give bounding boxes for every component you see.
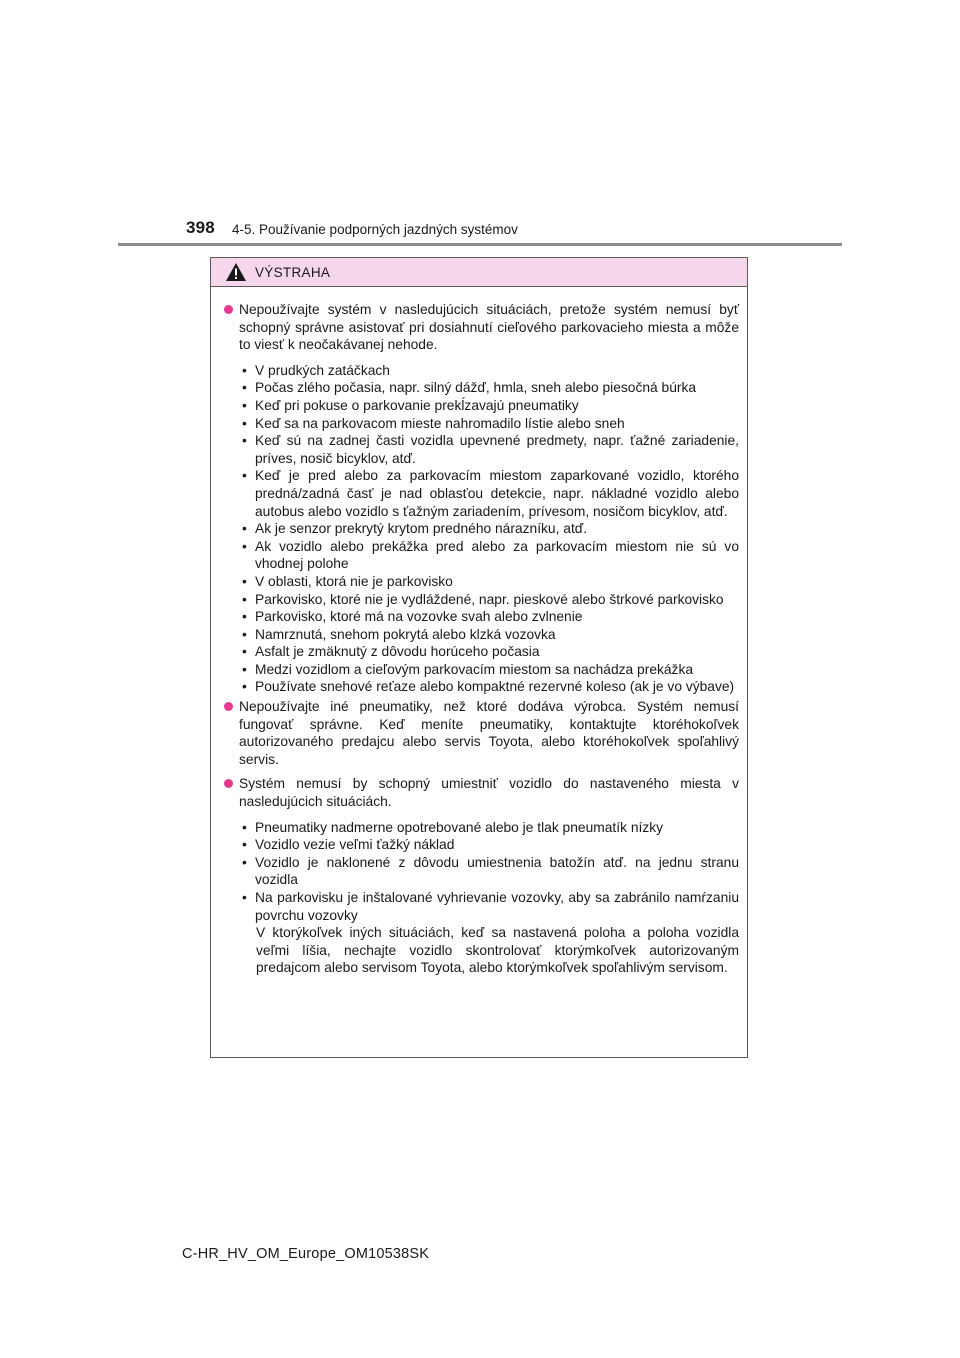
list-item: • Asfalt je zmäknutý z dôvodu horúceho počasia [242,643,739,661]
warning-header [211,258,747,287]
list-item: • Ak je senzor prekrytý krytom predného nárazníku, atď. [242,520,739,538]
list-item: • Keď sa na parkovacom mieste nahromadilo lístie alebo sneh [242,415,739,433]
list-item: • Vozidlo je naklonené z dôvodu umiestnenia batožín atď. na jednu stranu vozidla [242,854,739,889]
list-item: • Pneumatiky nadmerne opotrebované alebo je tlak pneumatík nízky [242,819,739,837]
warning-paragraph [224,301,739,354]
list-item: • Na parkovisku je inštalované vyhrievanie vozovky, aby sa zabránilo namŕzaniu povrchu vozovky [242,889,739,924]
list-item: • V oblasti, ktorá nie je parkovisko [242,573,739,591]
situation-list [224,362,739,696]
header-divider [118,243,842,246]
warning-paragraph [224,775,739,810]
list-item: • Keď sú na zadnej časti vozidla upevnené predmety, napr. ťažné zariadenie, príves, nosič bicyklov, atď. [242,432,739,467]
list-item: • Počas zlého počasia, napr. silný dážď, hmla, sneh alebo piesočná búrka [242,379,739,397]
list-item: • Vozidlo vezie veľmi ťažký náklad [242,836,739,854]
page-number: 398 [186,218,215,237]
list-item: • Keď je pred alebo za parkovacím miestom zaparkované vozidlo, ktorého predná/zadná časť je nad oblasťou detekcie, napr. nákladné vozidlo alebo autobus alebo vozidlo s ťažným zariadením, prívesom, nosičom bicyklov, atď. [242,467,739,520]
list-item: • Parkovisko, ktoré nie je vydláždené, napr. pieskové alebo štrkové parkovisko [242,591,739,609]
list-item: • V prudkých zatáčkach [242,362,739,380]
list-item: • Používate snehové reťaze alebo kompaktné rezervné koleso (ak je vo výbave) [242,678,739,696]
list-item: • Namrznutá, snehom pokrytá alebo klzká vozovka [242,626,739,644]
list-item: • Parkovisko, ktoré má na vozovke svah alebo zvlnenie [242,608,739,626]
paragraph-text: Nepoužívajte iné pneumatiky, než ktoré dodáva výrobca. Systém nemusí fungovať správne. Keď meníte pneumatiky, kontaktujte ktoréhokoľvek autorizovaného predajcu alebo servis Toyota, alebo ktoréhokoľvek spoľahlivý servis. [239,699,739,767]
warning-box [210,257,748,1058]
list-item: • Ak vozidlo alebo prekážka pred alebo za parkovacím miestom nie sú vo vhodnej polohe [242,538,739,573]
pink-bullet-icon [224,779,233,788]
pink-bullet-icon [224,305,233,314]
list-item: • Medzi vozidlom a cieľovým parkovacím miestom sa nachádza prekážka [242,661,739,679]
warning-paragraph [224,698,739,768]
warning-title: VÝSTRAHA [255,264,331,280]
situation-list [224,819,739,925]
paragraph-text: Systém nemusí by schopný umiestniť vozidlo do nastaveného miesta v nasledujúcich situáciách. [239,776,739,810]
warning-triangle-icon [225,262,247,282]
warning-body [211,287,747,977]
document-code: C-HR_HV_OM_Europe_OM10538SK [182,1246,430,1262]
closing-paragraph: V ktorýkoľvek iných situáciách, keď sa nastavená poloha a poloha vozidla veľmi líšia, nechajte vozidlo skontrolovať ktorýmkoľvek autorizovaným predajcom alebo servisom Toyota, alebo ktorýmkoľvek spoľahlivým servisom. [256,925,739,976]
section-title: 4-5. Používanie podporných jazdných systémov [232,222,518,237]
list-item: • Keď pri pokuse o parkovanie prekĺzavajú pneumatiky [242,397,739,415]
pink-bullet-icon [224,702,233,711]
paragraph-text: Nepoužívajte systém v nasledujúcich situáciách, pretože systém nemusí byť schopný správne asistovať pri dosiahnutí cieľového parkovacieho miesta a môže to viesť k neočakávanej nehode. [239,302,739,353]
